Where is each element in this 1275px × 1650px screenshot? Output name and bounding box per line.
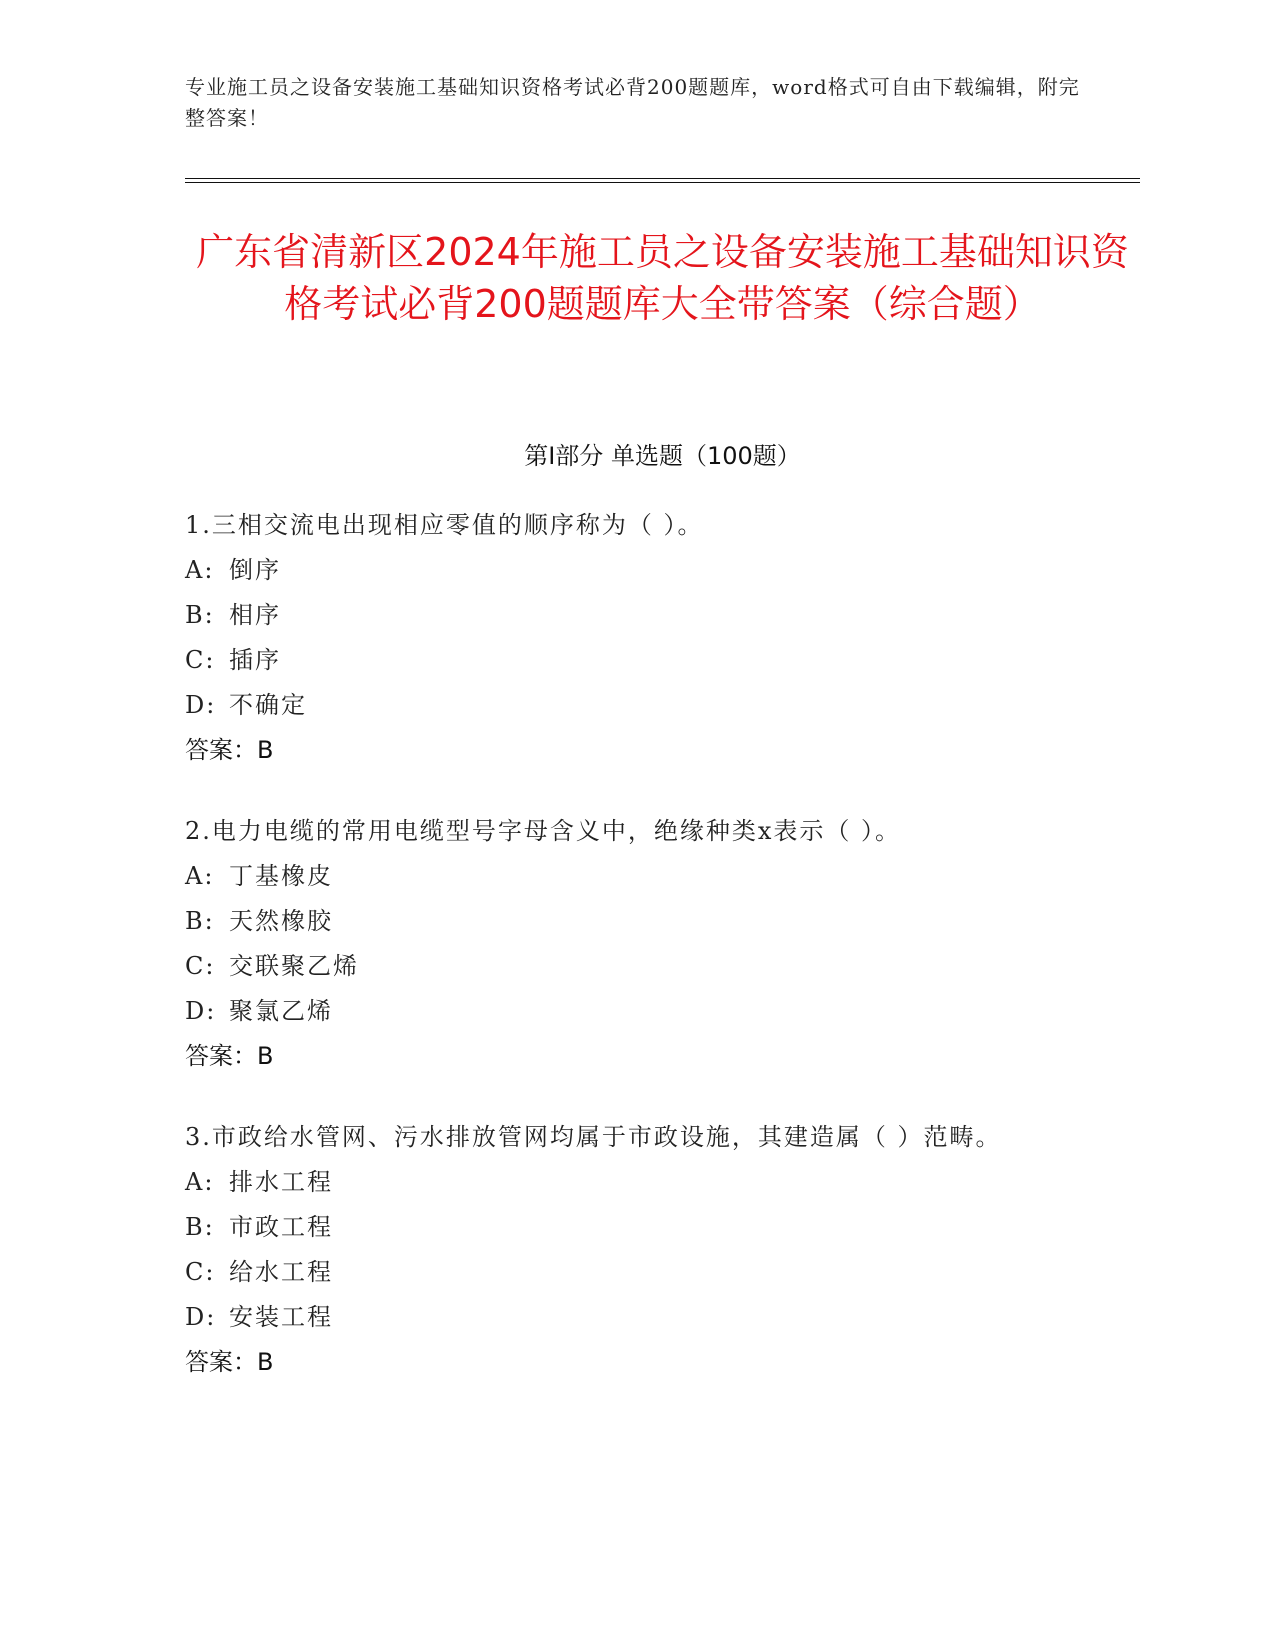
option-c (185, 944, 1085, 989)
option-text: 天然橡胶 (229, 907, 333, 935)
option-c (185, 1250, 1085, 1295)
option-text: 排水工程 (229, 1168, 333, 1196)
header-divider-top (185, 178, 1140, 179)
option-text: 不确定 (229, 691, 307, 719)
option-d (185, 989, 1085, 1034)
option-letter: B: (185, 1213, 215, 1241)
option-text: 丁基橡皮 (229, 862, 333, 890)
option-text: 相序 (229, 601, 281, 629)
option-text: 倒序 (229, 556, 281, 584)
option-letter: D: (185, 997, 217, 1025)
answer-line: 答案：B (185, 1042, 274, 1070)
header-divider-bottom (185, 182, 1140, 183)
option-text: 插序 (229, 646, 281, 674)
option-letter: C: (185, 646, 216, 674)
question-text: 1.三相交流电出现相应零值的顺序称为（ ）。 (185, 511, 704, 539)
option-letter: D: (185, 691, 217, 719)
option-d (185, 683, 1085, 728)
option-letter: B: (185, 907, 215, 935)
option-letter: C: (185, 952, 216, 980)
option-letter: C: (185, 1258, 216, 1286)
answer-line: 答案：B (185, 1348, 274, 1376)
question-3 (185, 1114, 1085, 1385)
option-text: 给水工程 (229, 1258, 333, 1286)
option-text: 市政工程 (229, 1213, 333, 1241)
document-title: 广东省清新区2024年施工员之设备安装施工基础知识资格考试必背200题题库大全带答案（综合题） (196, 230, 1129, 326)
option-text: 交联聚乙烯 (229, 952, 359, 980)
question-text: 3.市政给水管网、污水排放管网均属于市政设施，其建造属（ ）范畴。 (185, 1123, 1002, 1151)
question-2 (185, 808, 1085, 1079)
option-text: 聚氯乙烯 (229, 997, 333, 1025)
answer-line: 答案：B (185, 736, 274, 764)
option-letter: A: (185, 862, 215, 890)
option-a (185, 1160, 1085, 1205)
option-b (185, 593, 1085, 638)
option-c (185, 638, 1085, 683)
option-letter: A: (185, 556, 215, 584)
option-d (185, 1295, 1085, 1340)
option-letter: A: (185, 1168, 215, 1196)
option-text: 安装工程 (229, 1303, 333, 1331)
header-note: 专业施工员之设备安装施工基础知识资格考试必背200题题库，word格式可自由下载编辑，附完整答案！ (185, 75, 1080, 130)
question-1 (185, 502, 1085, 773)
section-heading: 第Ⅰ部分 单选题（100题） (524, 442, 801, 470)
option-b (185, 1205, 1085, 1250)
option-letter: B: (185, 601, 215, 629)
option-b (185, 899, 1085, 944)
option-a (185, 854, 1085, 899)
question-text: 2.电力电缆的常用电缆型号字母含义中，绝缘种类x表示（ ）。 (185, 817, 902, 845)
option-a (185, 548, 1085, 593)
option-letter: D: (185, 1303, 217, 1331)
